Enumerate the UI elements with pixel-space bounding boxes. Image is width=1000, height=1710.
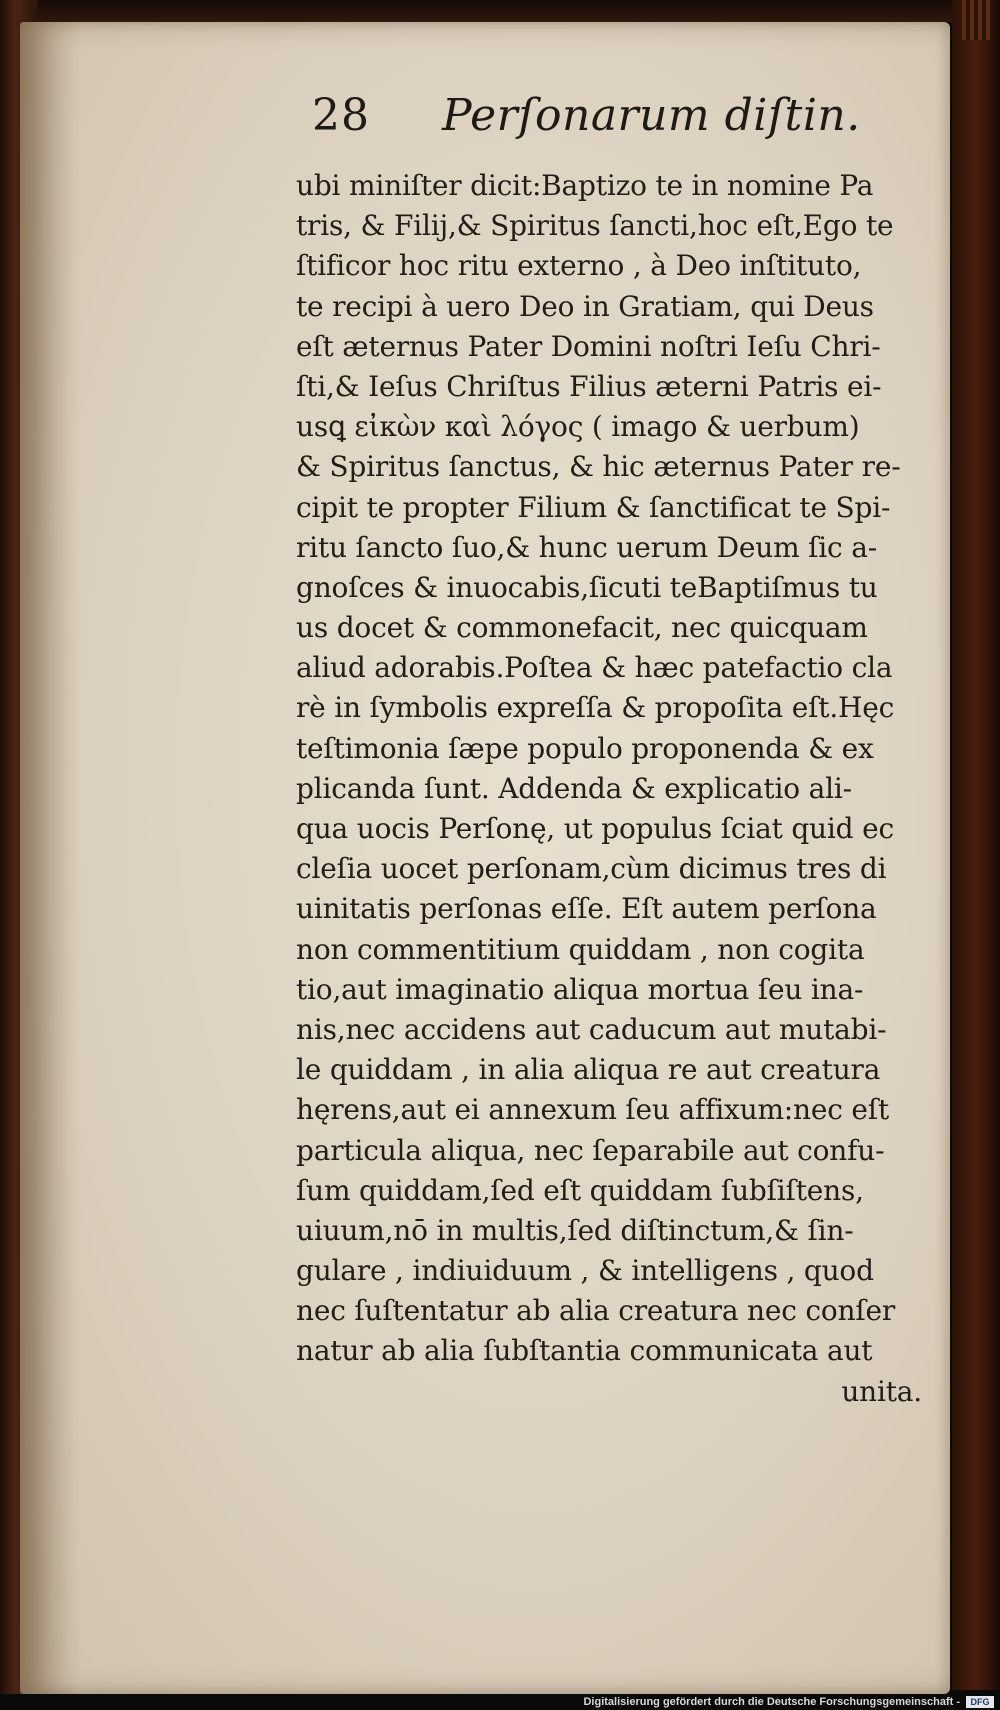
text-line: rè in ſymbolis expreſſa & propoſita eſt.Hęc [296, 691, 895, 725]
text-line: hęrens,aut ei annexum ſeu affixum:nec eſt [296, 1093, 889, 1127]
text-line: ſum quiddam,ſed eſt quiddam ſubſiſtens, [296, 1173, 864, 1207]
page-number: 28 [312, 90, 370, 141]
text-line: teſtimonia ſæpe populo proponenda & ex [296, 731, 874, 765]
text-line: nis,nec accidens aut caducum aut mutabi- [296, 1012, 887, 1046]
gutter-shadow [20, 22, 80, 1694]
dfg-logo: DFG [966, 1696, 994, 1708]
text-line: ſti,& Ieſus Chriſtus Filius æterni Patris ei- [296, 369, 882, 403]
text-line: qua uocis Perſonę, ut populus ſciat quid ec [296, 812, 894, 845]
text-line: usꝗ εἰκὼν καὶ λόγος ( imago & uerbum) [296, 410, 860, 444]
text-line: cipit te propter Filium & ſanctificat te Spi- [296, 490, 891, 524]
binding-headband [962, 0, 992, 40]
text-line: tris, & Filij,& Spiritus ſancti,hoc eſt,Ego te [296, 209, 894, 243]
text-line: uinitatis perſonas eſſe. Eſt autem perſona [296, 892, 877, 926]
running-head [312, 84, 861, 154]
text-line: ritu ſancto ſuo,& hunc uerum Deum ſic a- [296, 530, 877, 564]
text-line: cleſia uocet perſonam,cùm dicimus tres di [296, 852, 887, 886]
text-line: ubi miniſter dicit:Baptizo te in nomine Pa [296, 169, 874, 202]
text-line: particula aliqua, nec ſeparabile aut confu- [296, 1133, 885, 1167]
running-title: Perſonarum diſtin. [442, 90, 861, 141]
digitization-credit: Digitalisierung gefördert durch die Deutsche Forschungsgemeinschaft - [583, 1696, 960, 1708]
book-binding-right [952, 0, 1000, 1690]
text-line: tio,aut imaginatio aliqua mortua ſeu ina- [296, 972, 864, 1006]
text-line: gulare , indiuiduum , & intelligens , quod [296, 1254, 874, 1288]
text-line: eſt æternus Pater Domini noſtri Ieſu Chri- [296, 329, 881, 363]
text-line: le quiddam , in alia aliqua re aut creatura [296, 1053, 881, 1087]
text-line: non commentitium quiddam , non cogita [296, 932, 865, 966]
text-line: uiuum,nō in multis,ſed diſtinctum,& ſin- [296, 1213, 854, 1247]
text-line: plicanda ſunt. Addenda & explicatio ali- [296, 771, 852, 805]
text-line: & Spiritus ſanctus, & hic æternus Pater re- [296, 450, 901, 484]
text-line: te recipi à uero Deo in Gratiam, qui Deus [296, 289, 874, 323]
text-line: unita. [841, 1374, 922, 1408]
binding-top-edge [0, 0, 1000, 22]
text-line: aliud adorabis.Poſtea & hæc patefactio cla [296, 651, 893, 685]
text-line: gnoſces & inuocabis,ſicuti teBaptiſmus tu [296, 570, 878, 604]
text-line: nec ſuſtentatur ab alia creatura nec conſer [296, 1294, 896, 1328]
text-line: natur ab alia ſubſtantia communicata aut [296, 1334, 873, 1368]
body-text [296, 166, 936, 1412]
text-line: ſtificor hoc ritu externo , à Deo inſtituto, [296, 249, 862, 283]
text-line: us docet & commonefacit, nec quicquam [296, 611, 868, 645]
